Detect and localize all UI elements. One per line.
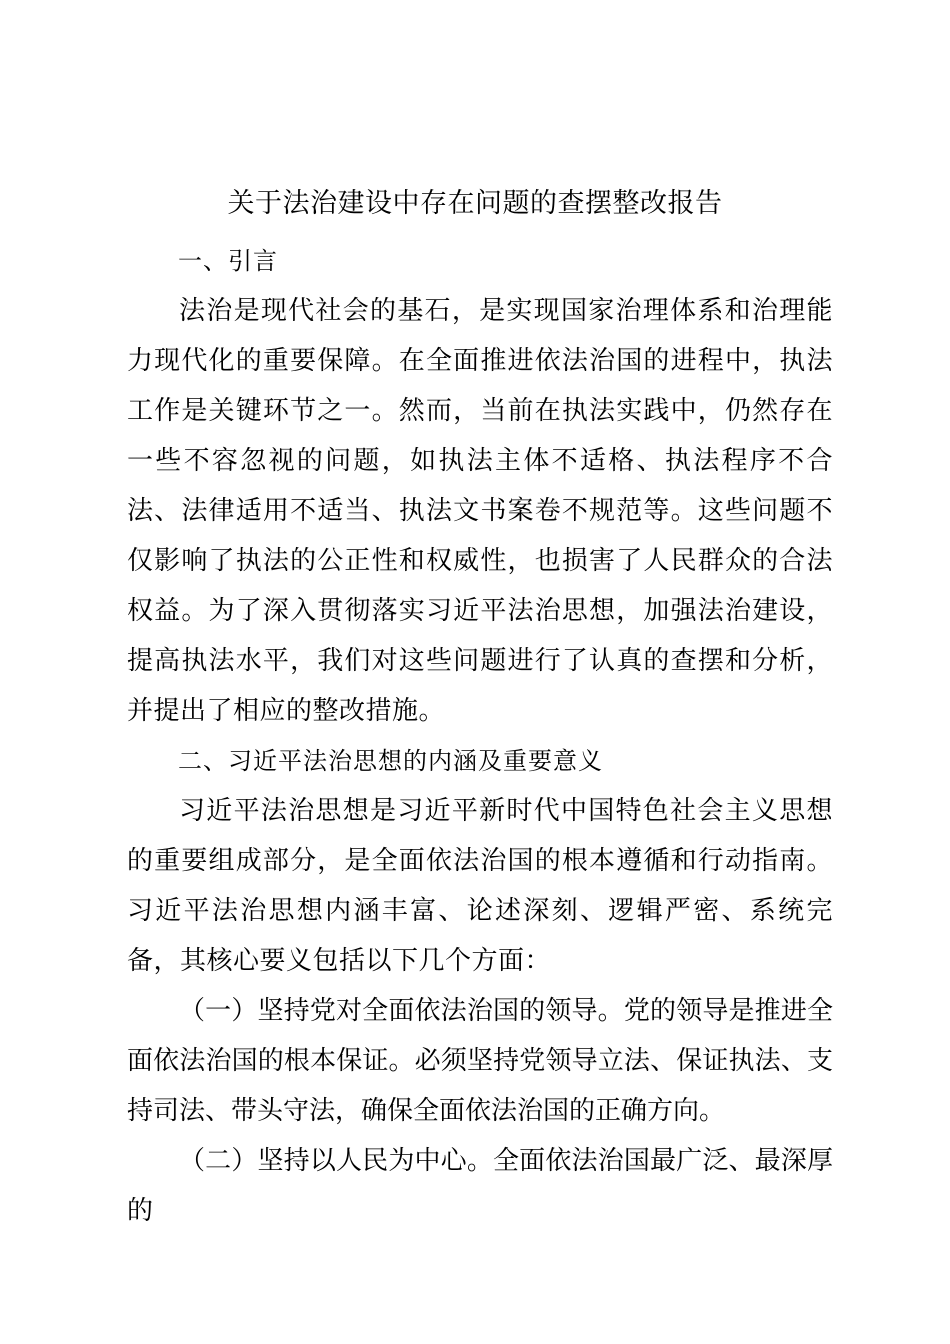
section-heading-rule-of-law-thought: 二、习近平法治思想的内涵及重要意义 bbox=[178, 747, 603, 775]
section-heading-introduction: 一、引言 bbox=[178, 247, 278, 275]
paragraph-thought-overview: 习近平法治思想是习近平新时代中国特色社会主义思想的重要组成部分，是全面依法治国的根本遵循和行动指南。习近平法治思想内涵丰富、论述深刻、逻辑严密、系统完备，其核心要义包括以下几个方面： bbox=[127, 796, 833, 976]
paragraph-party-leadership: （一）坚持党对全面依法治国的领导。党的领导是推进全面依法治国的根本保证。必须坚持党领导立法、保证执法、支持司法、带头守法，确保全面依法治国的正确方向。 bbox=[127, 996, 833, 1126]
paragraph-people-centered: （二）坚持以人民为中心。全面依法治国最广泛、最深厚的 bbox=[127, 1146, 833, 1226]
document-body bbox=[127, 236, 833, 1236]
paragraph-introduction: 法治是现代社会的基石，是实现国家治理体系和治理能力现代化的重要保障。在全面推进依法治国的进程中，执法工作是关键环节之一。然而，当前在执法实践中，仍然存在一些不容忽视的问题，如执法主体不适格、执法程序不合法、法律适用不适当、执法文书案卷不规范等。这些问题不仅影响了执法的公正性和权威性，也损害了人民群众的合法权益。为了深入贯彻落实习近平法治思想，加强法治建设，提高执法水平，我们对这些问题进行了认真的查摆和分析，并提出了相应的整改措施。 bbox=[127, 296, 833, 726]
document-title: 关于法治建设中存在问题的查摆整改报告 bbox=[227, 188, 723, 219]
